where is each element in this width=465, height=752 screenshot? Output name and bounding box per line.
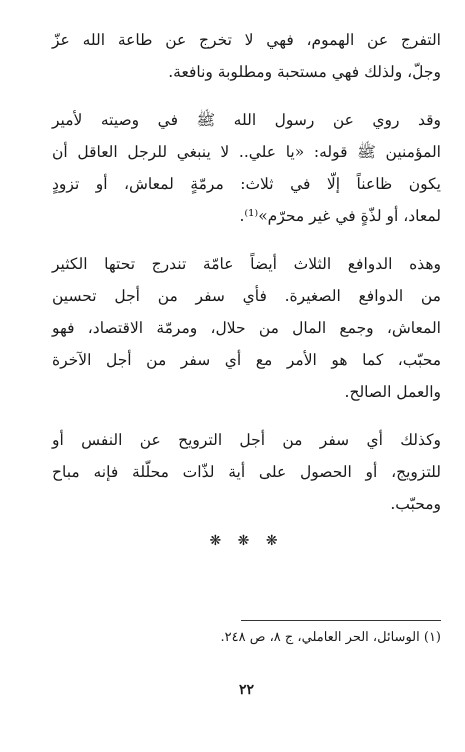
paragraph-1 <box>52 24 441 88</box>
paragraph-3 <box>52 248 441 408</box>
page-number: ٢٢ <box>238 682 255 698</box>
text-line: يكون ظاعناً إلّا في ثلاث: مرمّةٍ لمعاش، أو تزودٍ <box>52 175 441 193</box>
text-line: لمعاد، أو لذّةٍ في غير محرّم»⁽¹⁾. <box>239 207 441 225</box>
paragraph-4 <box>52 424 441 520</box>
text-line: والعمل الصالح. <box>344 383 441 401</box>
text-line: وجلّ، ولذلك فهي مستحبة ومطلوبة ونافعة. <box>168 63 441 81</box>
text-line: المعاش، وجمع المال من حلال، ومرمّة الاقتصاد، فهو <box>52 319 441 337</box>
text-line: المؤمنين ﷺ قوله: «يا علي.. لا ينبغي للرجل العاقل أن <box>52 143 441 161</box>
text-line: وكذلك أي سفر من أجل الترويح عن النفس أو <box>52 431 441 449</box>
text-line: التفرج عن الهموم، فهي لا تخرج عن طاعة الله عزّ <box>52 31 441 49</box>
text-line: محبّب، كما هو الأمر مع أي سفر من أجل الآخرة <box>52 351 441 369</box>
footnote: (١) الوسائل، الحر العاملي، ج ٨، ص ٢٤٨. <box>220 630 441 645</box>
text-line: للتزويج، أو الحصول على أية لذّات محلّلة فإنه مباح <box>52 463 441 481</box>
text-line: وهذه الدوافع الثلاث أيضاً عامّة تندرج تحتها الكثير <box>52 255 441 273</box>
book-page <box>52 24 441 752</box>
paragraph-2 <box>52 104 441 232</box>
text-line: وقد روي عن رسول الله ﷺ في وصيته لأمير <box>52 111 441 129</box>
footnote-divider <box>241 620 441 621</box>
section-separator: ❋ ❋ ❋ <box>209 533 284 549</box>
text-line: من الدوافع الصغيرة. فأي سفر من أجل تحسين <box>52 287 441 305</box>
text-line: ومحبّب. <box>390 495 441 513</box>
